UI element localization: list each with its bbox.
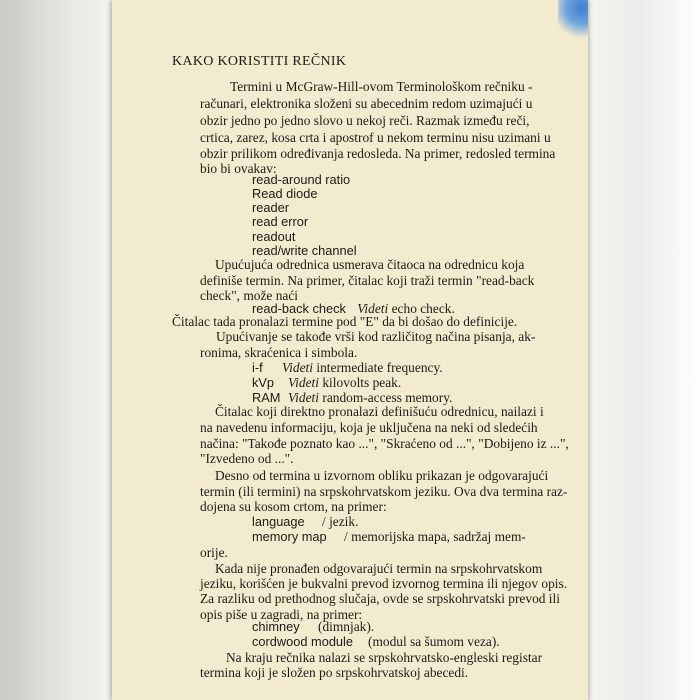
p2-line: check", može naći [200, 288, 299, 303]
term-item: read error [252, 214, 309, 229]
p7-line: jeziku, korišćen je bukvalni prevod izvornog termina ili njegov opis. [200, 576, 568, 591]
xref-line [252, 360, 443, 376]
p1-line: obzir prilikom određivanja redosleda. Na primer, redosled termina [200, 146, 556, 161]
example-continuation: orije. [200, 545, 228, 560]
p5-line: "Izvedeno od ...". [200, 451, 294, 466]
xref-see: Videti [282, 360, 313, 375]
example-term: cordwood module [252, 634, 354, 649]
xref-line [252, 375, 401, 391]
p4-line: Upućivanje se takođe vrši kod različitog načina pisanja, ak- [216, 329, 536, 344]
example-line [252, 514, 358, 530]
term-item: reader [252, 200, 289, 215]
term-item: Read diode [252, 186, 318, 201]
xref-target: kilovolts peak. [322, 375, 402, 390]
p5-line: na navedenu informaciju, koja je uključena na neki od sledećih [200, 420, 538, 435]
xref-see: Videti [288, 375, 319, 390]
p2-line: definiše termin. Na primer, čitalac koji traži termin "read-back [200, 273, 535, 288]
cover-corner [558, 0, 588, 40]
example-term: chimney [252, 619, 300, 634]
example-term: memory map [252, 529, 327, 544]
p7-line: opis piše u zagradi, na primer: [200, 607, 363, 622]
xref-target: echo check. [391, 301, 455, 316]
example-line [252, 619, 374, 635]
p5-line: načina: "Takođe poznato kao ...", "Skraćeno od ...", "Dobijeno iz ...", [200, 436, 569, 451]
example-translation: / jezik. [322, 514, 359, 529]
xref-term: i-f [252, 360, 263, 375]
p6-line: Desno od termina u izvornom obliku prikazan je odgovarajući [215, 468, 549, 483]
p1-line: računari, elektronika složeni su abecednim redom uzimajući u [200, 96, 533, 111]
p7-line: Kada nije pronađen odgovarajući termin na srpskohrvatskom [215, 561, 543, 576]
example-translation: (dimnjak). [318, 619, 375, 634]
xref-target: intermediate frequency. [316, 360, 443, 375]
xref-term: read-back check [252, 301, 346, 316]
p6-line: dojena su kosom crtom, na primer: [200, 499, 387, 514]
xref-see: Videti [288, 390, 319, 405]
p5-line: Čitalac koji direktno pronalazi definišuću odrednicu, nailazi i [215, 404, 544, 419]
xref-term: kVp [252, 375, 275, 390]
book-page [112, 0, 588, 700]
p8-line: Na kraju rečnika nalazi se srpskohrvatsko-engleski registar [226, 650, 543, 665]
p3-line: Čitalac tada pronalazi termine pod "E" da bi došao do definicije. [172, 314, 518, 329]
example-term: language [252, 514, 305, 529]
xref-target: random-access memory. [322, 390, 453, 405]
p2-line: Upućujuća odrednica usmerava čitaoca na odrednicu koja [215, 257, 525, 272]
p6-line: termin (ili termini) na srpskohrvatskom jeziku. Ova dva termina raz- [200, 484, 568, 499]
p7-line: Za razliku od prethodnog slučaja, ovde se srpskohrvatski prevod ili [200, 591, 560, 606]
example-line [252, 634, 500, 650]
term-item: read-around ratio [252, 172, 351, 187]
xref-see: Videti [357, 301, 389, 316]
xref-term: RAM [252, 390, 281, 405]
p8-line: termina koji je složen po srpskohrvatskoj abecedi. [200, 665, 469, 680]
p4-line: ronima, skraćenica i simbola. [200, 345, 358, 360]
term-item: readout [252, 229, 296, 244]
p1-line: bio bi ovakav: [200, 161, 277, 176]
example-translation: / memorijska mapa, sadržaj mem- [344, 529, 526, 544]
p1-line: obzir jedno po jedno slovo u nekoj reči. Razmak između reči, [200, 113, 530, 128]
example-line [252, 529, 526, 545]
page-heading: KAKO KORISTITI REČNIK [172, 54, 347, 69]
p1-line: crtica, zarez, kosa crta i apostrof u nekom terminu nisu uzimani u [200, 130, 551, 145]
example-translation: (modul sa šumom veza). [368, 634, 500, 649]
p1-line: Termini u McGraw-Hill-ovom Terminološkom rečniku - [230, 79, 533, 94]
term-item: read/write channel [252, 243, 357, 258]
